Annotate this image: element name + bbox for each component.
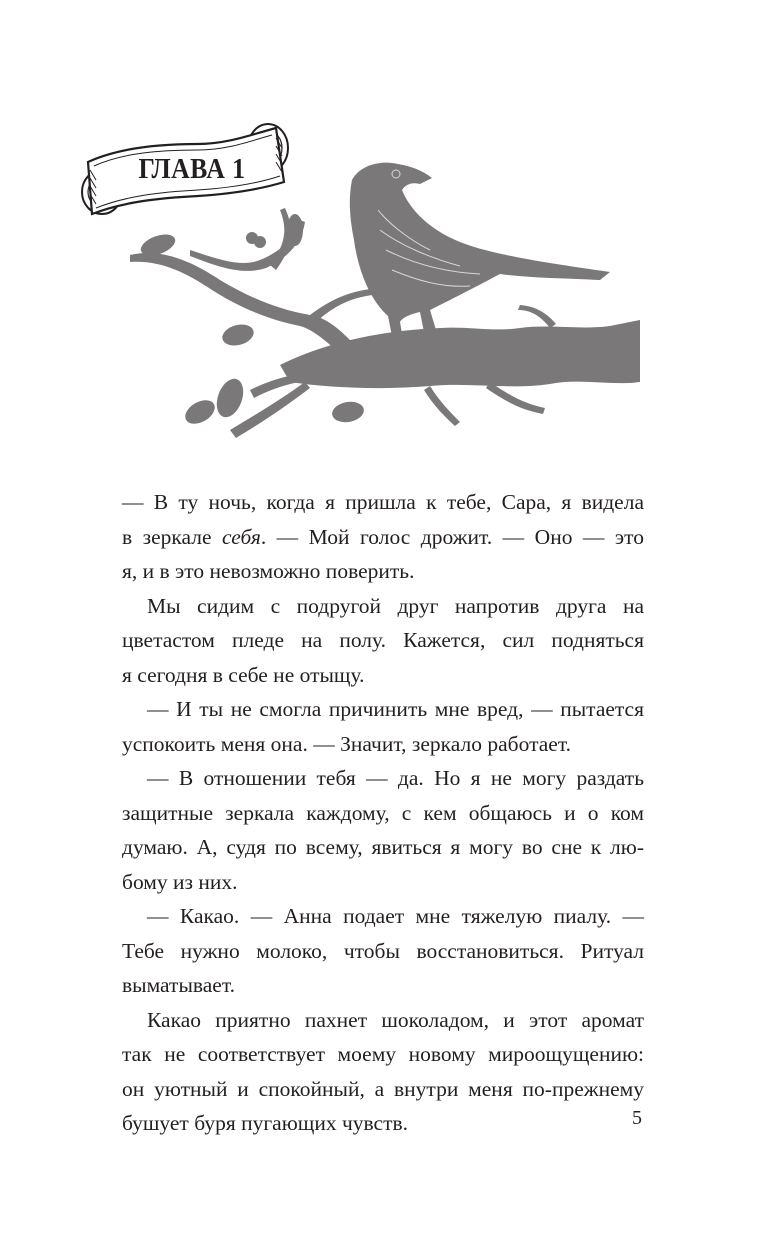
text-line: бушует буря пугающих чувств. bbox=[122, 1111, 409, 1135]
text-line: думаю. А, судя по всему, явиться я могу во сне к лю- bbox=[122, 835, 644, 859]
text-line: Тебе нужно молоко, чтобы восстановиться. Ритуал bbox=[122, 938, 644, 963]
text-line: бому из них. bbox=[122, 869, 238, 894]
text-line bbox=[122, 520, 644, 555]
page-number: 5 bbox=[632, 1107, 642, 1129]
chapter-text bbox=[122, 485, 644, 1141]
text-line: я сегодня в себе не отыщу. bbox=[122, 662, 365, 687]
text-segment: в зеркале bbox=[122, 524, 223, 549]
text-line: — В отношении тебя — да. Но я не могу раздать bbox=[147, 766, 644, 790]
text-line: так не соответствует моему новому мироощущению: bbox=[122, 1042, 644, 1066]
chapter-title: ГЛАВА 1 bbox=[138, 154, 246, 185]
text-line: — В ту ночь, когда я пришла к тебе, Сара, я видела bbox=[122, 490, 644, 514]
text-line: цветастом пледе на полу. Кажется, сил подняться bbox=[122, 628, 644, 652]
text-line: Мы сидим с подругой друг напротив друга на bbox=[147, 593, 644, 618]
text-line: он уютный и спокойный, а внутри меня по-прежнему bbox=[122, 1076, 644, 1101]
text-line: я, и в это невозможно поверить. bbox=[122, 559, 415, 583]
text-line: — Какао. — Анна подает мне тяжелую пиалу. — bbox=[147, 904, 644, 928]
raven-on-branch-icon bbox=[130, 150, 640, 440]
text-line: — И ты не смогла причинить мне вред, — пытается bbox=[147, 697, 644, 721]
text-line: выматывает. bbox=[122, 973, 235, 997]
text-line: защитные зеркала каждому, с кем общаюсь и о ком bbox=[122, 800, 644, 825]
text-line: успокоить меня она. — Значит, зеркало работает. bbox=[122, 731, 571, 756]
raven-illustration bbox=[130, 150, 640, 440]
text-segment: . — Мой голос дрожит. — Оно — это bbox=[260, 524, 645, 549]
text-line: Какао приятно пахнет шоколадом, и этот аромат bbox=[147, 1007, 644, 1032]
italic-emphasis: себя bbox=[222, 524, 261, 549]
